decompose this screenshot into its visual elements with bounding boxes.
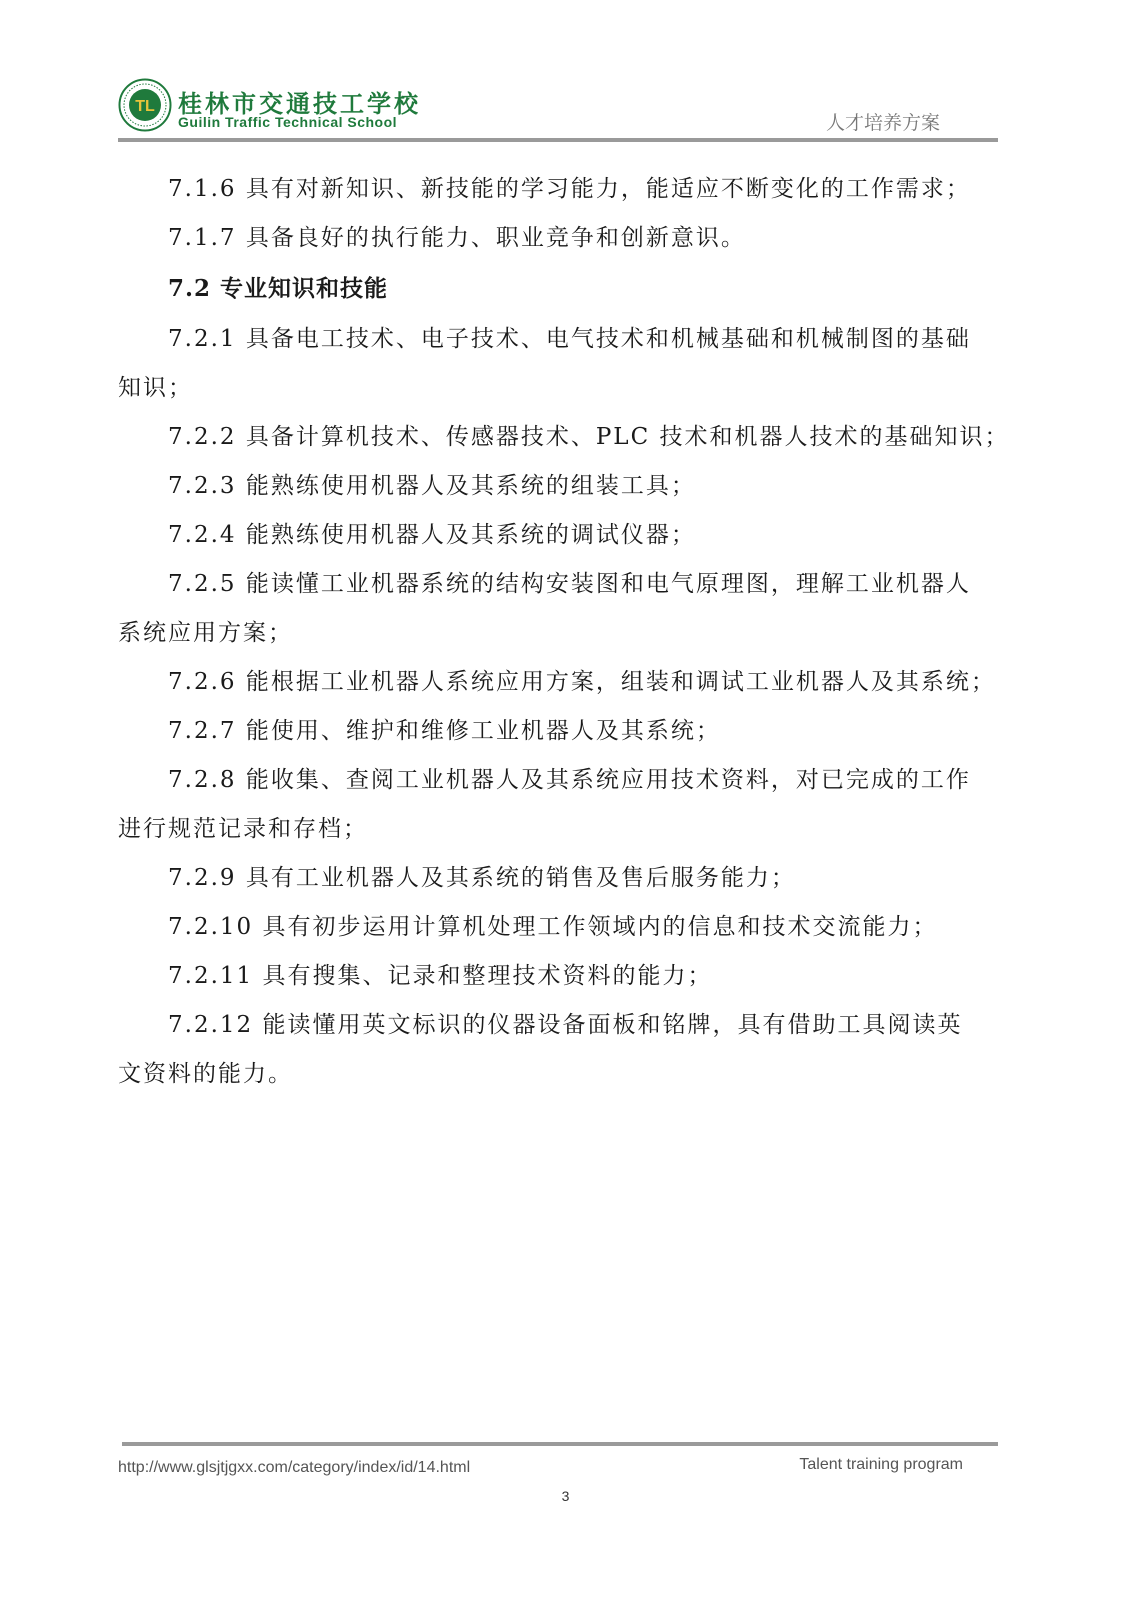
list-item-7-2-5-continued: 系统应用方案； bbox=[118, 620, 293, 646]
list-item-7-2-6: 7.2.6 能根据工业机器人系统应用方案，组装和调试工业机器人及其系统； bbox=[168, 669, 996, 695]
list-item-7-2-5: 7.2.5 能读懂工业机器系统的结构安装图和电气原理图，理解工业机器人 bbox=[168, 571, 971, 597]
list-item-7-2-9: 7.2.9 具有工业机器人及其系统的销售及售后服务能力； bbox=[168, 865, 796, 891]
document-body bbox=[118, 165, 1010, 1099]
list-item-7-2-12-continued: 文资料的能力。 bbox=[118, 1061, 293, 1087]
school-logo-icon bbox=[118, 78, 172, 132]
list-item-7-2-1-continued: 知识； bbox=[118, 375, 193, 401]
page-header bbox=[118, 78, 998, 142]
page-number: 3 bbox=[561, 1488, 570, 1504]
school-name-english: Guilin Traffic Technical School bbox=[178, 114, 398, 130]
list-item-7-2-7: 7.2.7 能使用、维护和维修工业机器人及其系统； bbox=[168, 718, 721, 744]
list-item-7-2-3: 7.2.3 能熟练使用机器人及其系统的组装工具； bbox=[168, 473, 696, 499]
list-item-7-1-7: 7.1.7 具备良好的执行能力、职业竞争和创新意识。 bbox=[168, 225, 746, 251]
list-item-7-2-4: 7.2.4 能熟练使用机器人及其系统的调试仪器； bbox=[168, 522, 696, 548]
document-type-label: 人才培养方案 bbox=[825, 112, 940, 134]
header-divider bbox=[118, 138, 998, 142]
list-item-7-2-11: 7.2.11 具有搜集、记录和整理技术资料的能力； bbox=[168, 963, 713, 989]
footer-url-link[interactable]: http://www.glsjtjgxx.com/category/index/id/14.html bbox=[118, 1459, 471, 1476]
list-item-7-2-8: 7.2.8 能收集、查阅工业机器人及其系统应用技术资料，对已完成的工作 bbox=[168, 767, 971, 793]
list-item-7-2-12: 7.2.12 能读懂用英文标识的仪器设备面板和铭牌，具有借助工具阅读英 bbox=[168, 1012, 963, 1038]
list-item-7-2-8-continued: 进行规范记录和存档； bbox=[118, 816, 368, 842]
section-heading-7-2: 7.2 专业知识和技能 bbox=[168, 275, 389, 302]
list-item-7-2-2: 7.2.2 具备计算机技术、传感器技术、PLC 技术和机器人技术的基础知识； bbox=[168, 424, 1010, 450]
list-item-7-2-10: 7.2.10 具有初步运用计算机处理工作领域内的信息和技术交流能力； bbox=[168, 914, 938, 940]
list-item-7-1-6: 7.1.6 具有对新知识、新技能的学习能力，能适应不断变化的工作需求； bbox=[168, 176, 971, 202]
svg-text:TL: TL bbox=[135, 98, 155, 115]
list-item-7-2-1: 7.2.1 具备电工技术、电子技术、电气技术和机械基础和机械制图的基础 bbox=[168, 326, 971, 352]
school-name-chinese: 桂林市交通技工学校 bbox=[178, 90, 421, 118]
footer-divider bbox=[122, 1442, 998, 1446]
footer-document-type: Talent training program bbox=[799, 1456, 963, 1473]
